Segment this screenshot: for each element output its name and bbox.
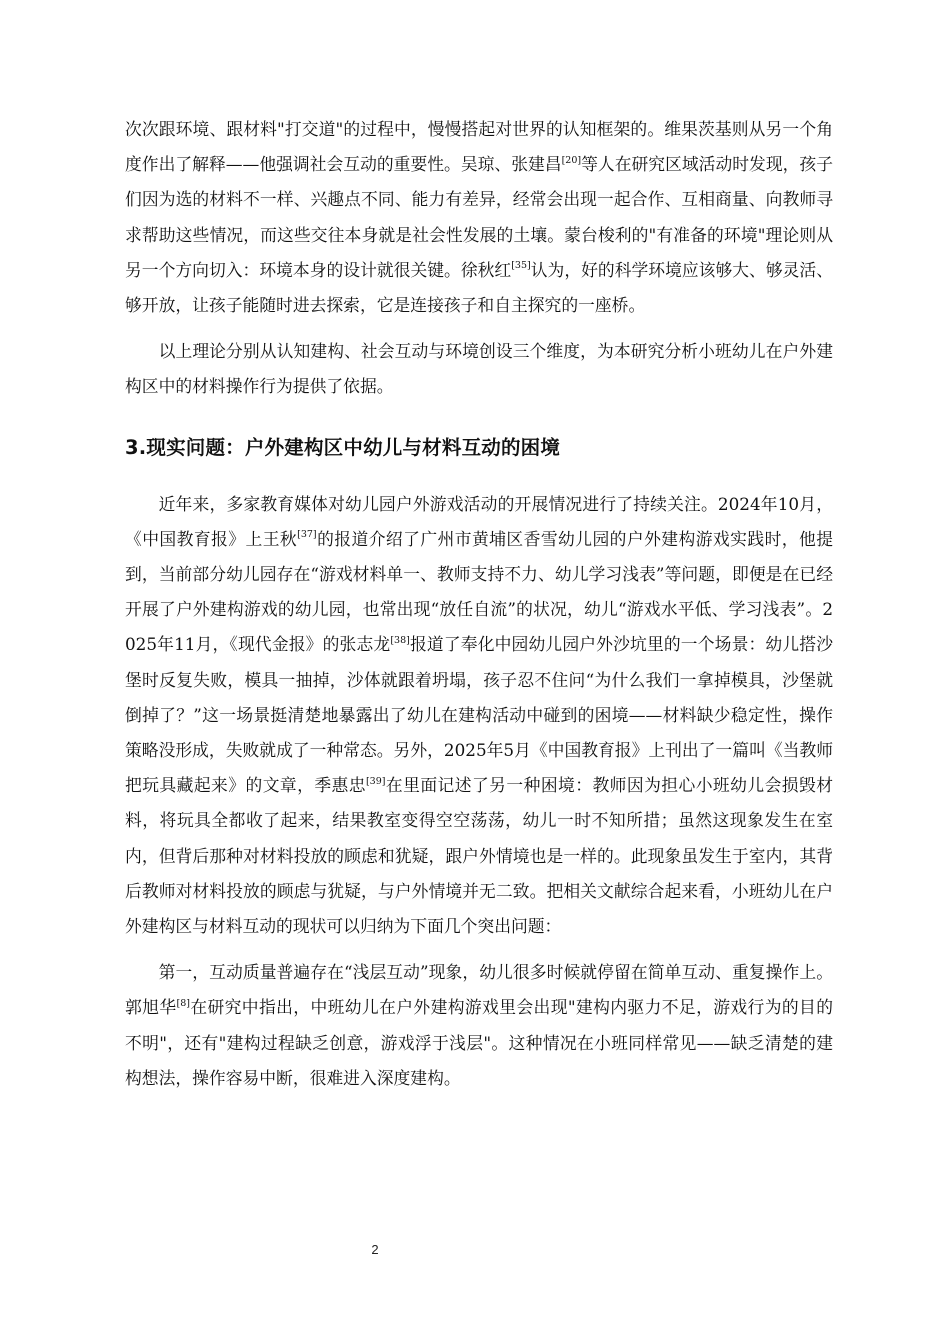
citation-ref: [37] xyxy=(297,529,317,541)
section-heading: 3.现实问题：户外建构区中幼儿与材料互动的困境 xyxy=(125,435,561,459)
paragraph-text: 在研究中指出，中班幼儿在户外建构游戏里会出现"建构内驱力不足，游戏行为的目的不明"，还有"建构过程缺乏创意，游戏浮于浅层"。这种情况在小班同样常见——缺乏清楚的建构想法，操作容易中断，很难进入深度建构。 xyxy=(125,997,833,1088)
citation-ref: [39] xyxy=(365,775,386,787)
paragraph-theory-summary xyxy=(125,334,833,404)
paragraph-text: 报道了奉化中园幼儿园户外沙坑里的一个场景：幼儿搭沙堡时反复失败，模具一抽掉，沙体就跟着坍塌，孩子忍不住问“为什么我们一拿掉模具，沙堡就倒掉了？”这一场景挺清楚地暴露出了幼儿在建构活动中碰到的困境——材料缺少稳定性，操作策略没形成，失败就成了一种常态。另外，2025年5月《中国教育报》上刊出了一篇叫《当教师把玩具藏起来》的文章，季惠忠 xyxy=(125,634,833,796)
paragraph-first-problem xyxy=(125,955,833,1096)
citation-ref: [8] xyxy=(176,997,190,1009)
page-number: 2 xyxy=(371,1242,379,1257)
citation-ref: [38] xyxy=(390,634,410,646)
citation-ref: [20] xyxy=(561,154,582,166)
page-content xyxy=(125,112,833,1096)
paragraph-media-reports xyxy=(125,487,833,945)
paragraph-text: 第一，互动质量普遍存在“浅层互动”现象，幼儿很多时候就停留在简单互动、重复操作上。郭旭华 xyxy=(125,962,833,1018)
paragraph-text: 认为，好的科学环境应该够大、够灵活、够开放，让孩子能随时进去探索，它是连接孩子和自主探究的一座桥。 xyxy=(125,259,833,316)
paragraph-text: 近年来，多家教育媒体对幼儿园户外游戏活动的开展情况进行了持续关注。2024年10月，《中国教育报》上王秋 xyxy=(125,493,833,549)
paragraph-theory-continuation xyxy=(125,112,833,323)
citation-ref: [35] xyxy=(511,260,531,272)
paragraph-text: 次次跟环境、跟材料"打交道"的过程中，慢慢搭起对世界的认知框架的。维果茨基则从另一个角度作出了解释——他强调社会互动的重要性。吴琼、张建昌 xyxy=(125,119,833,175)
paragraph-text: 等人在研究区域活动时发现，孩子们因为选的材料不一样、兴趣点不同、能力有差异，经常会出现一起合作、互相商量、向教师寻求帮助这些情况，而这些交往本身就是社会性发展的土壤。蒙台梭利的"有准备的环境"理论则从另一个方向切入：环境本身的设计就很关键。徐秋红 xyxy=(125,154,833,280)
paragraph-text: 的报道介绍了广州市黄埔区香雪幼儿园的户外建构游戏实践时，他提到，当前部分幼儿园存在“游戏材料单一、教师支持不力、幼儿学习浅表”等问题，即便是在已经开展了户外建构游戏的幼儿园，也常出现“放任自流”的状况，幼儿“游戏水平低、学习浅表”。2025年11月，《现代金报》的张志龙 xyxy=(125,528,833,655)
paragraph-text: 以上理论分别从认知建构、社会互动与环境创设三个维度，为本研究分析小班幼儿在户外建构区中的材料操作行为提供了依据。 xyxy=(125,341,833,397)
paragraph-text: 在里面记述了另一种困境：教师因为担心小班幼儿会损毁材料，将玩具全都收了起来，结果教室变得空空荡荡，幼儿一时不知所措；虽然这现象发生在室内，但背后那种对材料投放的顾虑和犹疑，跟户外情境也是一样的。此现象虽发生于室内，其背后教师对材料投放的顾虑与犹疑，与户外情境并无二致。把相关文献综合起来看，小班幼儿在户外建构区与材料互动的现状可以归纳为下面几个突出问题： xyxy=(125,775,833,937)
